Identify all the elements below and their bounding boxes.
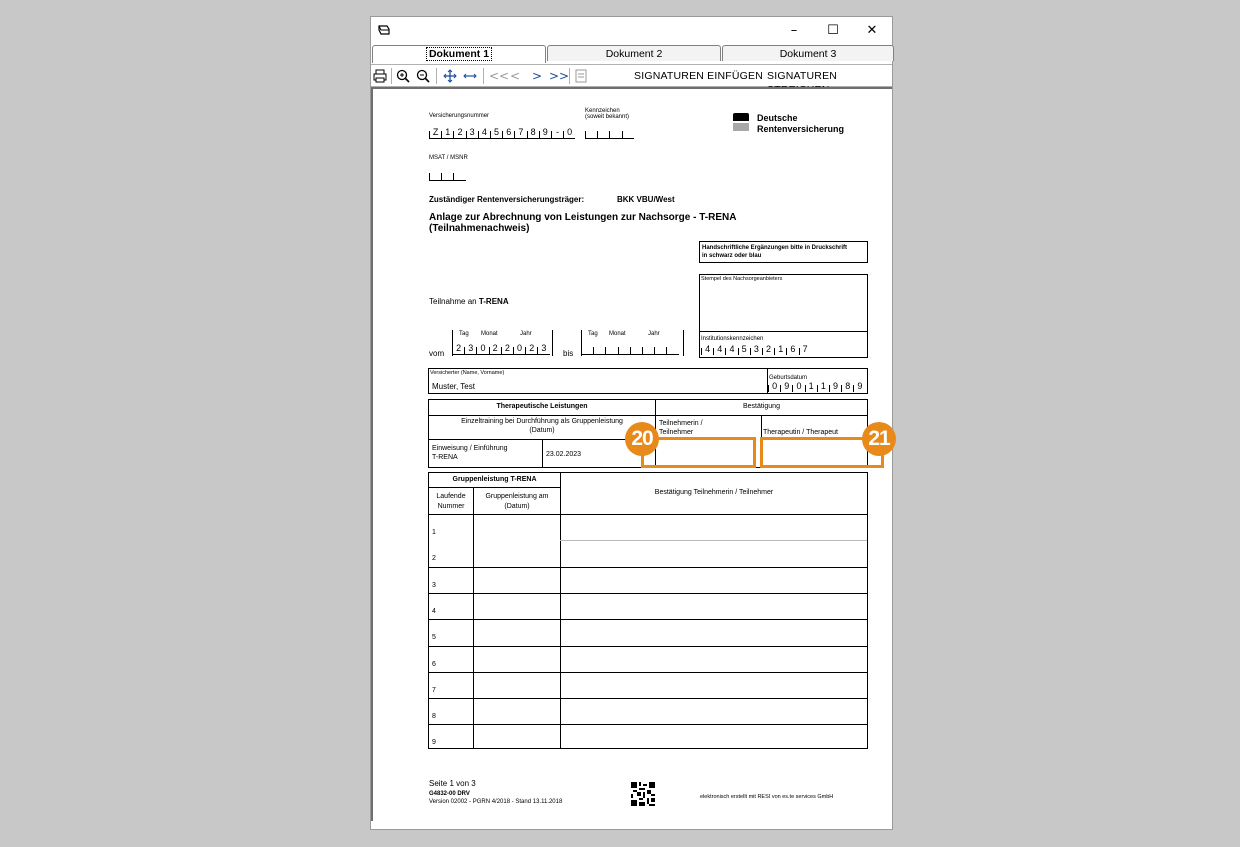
gruppen-header: Gruppenleistung T-RENA [452, 476, 537, 483]
bis-jahr-label: Jahr [648, 331, 660, 337]
combo-cell: 1 [441, 131, 453, 138]
stempel-divider [700, 331, 867, 332]
einweisung-date: 23.02.2023 [546, 451, 582, 458]
ik-field[interactable] [701, 343, 811, 355]
combo-cell: 0 [513, 347, 525, 354]
combo-cell: 3 [466, 131, 478, 138]
vom-bracket-right [552, 330, 553, 356]
combo-cell [618, 347, 630, 354]
kennzeichen-sub-text: (soweit bekannt) [585, 114, 630, 120]
ik-label: Institutionskennzeichen [701, 336, 764, 342]
combo-cell [630, 347, 642, 354]
row-divider [429, 593, 867, 594]
form-title-line1: Anlage zur Abrechnung von Leistungen zur Nachsorge - T-RENA [429, 212, 737, 223]
teilnahme-bold: T-RENA [478, 297, 509, 306]
drv-logo-gray [733, 123, 749, 131]
row-number: 3 [432, 581, 436, 589]
combo-cell [585, 131, 597, 138]
einzeltraining-label [429, 417, 655, 435]
row-number: 4 [432, 607, 436, 615]
title-bar [371, 17, 892, 45]
therap-header: Therapeutische Leistungen [496, 403, 588, 410]
row-number: 1 [432, 529, 436, 536]
document-tabs [371, 45, 892, 63]
einzeltraining-line2: (Datum) [529, 427, 555, 434]
versicherter-value: Muster, Test [432, 382, 475, 391]
combo-cell: Z [429, 131, 441, 138]
combo-cell: 0 [768, 385, 780, 392]
combo-cell: 4 [701, 348, 713, 355]
form-version: Version 02002 - PGRN 4/2018 - Stand 13.11.2018 [429, 799, 563, 805]
teilnahme-prefix: Teilnahme an [429, 297, 479, 306]
combo-cell [622, 131, 634, 138]
combo-cell: - [551, 131, 563, 138]
row-divider [429, 646, 867, 647]
combo-cell [609, 131, 621, 138]
versicherter-box[interactable] [428, 368, 868, 394]
teilnehmer-line2: Teilnehmer [659, 429, 694, 436]
combo-cell: 2 [452, 347, 464, 354]
combo-cell: 8 [527, 131, 539, 138]
form-title [429, 212, 736, 234]
combo-cell: 3 [537, 347, 549, 354]
bis-date-field[interactable] [581, 342, 679, 355]
stempel-box[interactable] [699, 274, 868, 358]
combo-cell [642, 347, 654, 354]
combo-cell: 0 [792, 385, 804, 392]
row-number: 2 [432, 555, 436, 563]
combo-cell: 7 [514, 131, 526, 138]
maximize-button[interactable]: ☐ [827, 23, 839, 38]
note-line2: in schwarz oder blau [702, 253, 762, 259]
kennzeichen-field[interactable] [585, 126, 634, 139]
combo-cell: 1 [774, 348, 786, 355]
combo-cell: 8 [841, 385, 853, 392]
minimize-button[interactable]: – [790, 23, 798, 38]
first-page-button[interactable]: << [489, 69, 510, 83]
logo-line1: Deutsche [757, 113, 798, 123]
zoom-out-icon[interactable] [416, 68, 431, 84]
bis-label: bis [563, 349, 574, 358]
app-icon [378, 24, 390, 36]
bis-bracket-right [683, 330, 684, 356]
combo-cell [453, 173, 465, 180]
gruppen-am-label [474, 492, 560, 512]
row-number: 9 [432, 739, 436, 747]
form-title-line2: (Teilnahmenachweis) [429, 223, 530, 234]
document-properties-icon[interactable] [575, 68, 587, 84]
stempel-label: Stempel des Nachsorgeanbieters [701, 276, 783, 282]
fit-width-icon[interactable] [463, 68, 477, 84]
gruppen-table [428, 472, 868, 749]
prev-page-button[interactable]: < [509, 69, 521, 83]
combo-cell: 4 [478, 131, 490, 138]
combo-cell [441, 173, 453, 180]
callout-21: 21 [862, 422, 896, 456]
row-divider [429, 724, 867, 725]
tab-dokument-2[interactable]: Dokument 2 [547, 45, 721, 61]
tab-label: Dokument 1 [426, 47, 492, 61]
qr-code-icon [631, 782, 655, 806]
combo-cell: 3 [464, 347, 476, 354]
laufende-line1: Laufende [436, 493, 466, 500]
geburtsdatum-label: Geburtsdatum [769, 375, 808, 381]
versicherungsnummer-field[interactable] [429, 126, 575, 139]
combo-cell: 5 [738, 348, 750, 355]
handwritten-note-box [699, 241, 868, 263]
msat-field[interactable] [429, 168, 466, 181]
vom-label: vom [429, 349, 445, 358]
remove-signatures-button[interactable]: SIGNATUREN [767, 70, 838, 82]
einweisung-line2: T-RENA [432, 454, 458, 461]
traeger-label: Zuständiger Rentenversicherungsträger: [429, 195, 585, 204]
bestaetigung-teilnehmer-label: Bestätigung Teilnehmerin / Teilnehmer [654, 489, 774, 496]
combo-cell: 2 [501, 347, 513, 354]
combo-cell: 1 [805, 385, 817, 392]
row-divider [429, 514, 867, 515]
einzeltraining-line1: Einzeltraining bei Durchführung als Gruppenleistung [461, 418, 623, 425]
versicherungsnummer-label: Versicherungsnummer [429, 113, 490, 119]
combo-cell: 6 [786, 348, 798, 355]
vom-date-field[interactable] [452, 342, 550, 355]
bestaetigung-header: Bestätigung [743, 403, 780, 410]
combo-cell: 2 [525, 347, 537, 354]
drv-logo-dark [733, 113, 749, 121]
combo-cell: 2 [762, 348, 774, 355]
combo-cell: 4 [725, 348, 737, 355]
kennzeichen-label [585, 108, 629, 120]
teilnehmer-line1: Teilnehmerin / [659, 420, 703, 427]
combo-cell: 5 [490, 131, 502, 138]
combo-cell [593, 347, 605, 354]
combo-cell [666, 347, 678, 354]
combo-cell: 7 [799, 348, 811, 355]
therapeut-label: Therapeutin / Therapeut [763, 429, 838, 436]
bis-tag-label: Tag [588, 331, 598, 337]
row-divider [429, 567, 867, 568]
msat-label: MSAT / MSNR [429, 155, 468, 161]
form-number: G4832-00 DRV [429, 791, 470, 797]
combo-cell: 6 [502, 131, 514, 138]
einweisung-line1: Einweisung / Einführung [432, 445, 508, 452]
vom-monat-label: Monat [481, 331, 498, 337]
combo-cell: 2 [489, 347, 501, 354]
geburtsdatum-field[interactable] [768, 380, 866, 392]
teilnehmer-label [659, 419, 703, 437]
versicherter-label: Versicherter (Name, Vorname) [430, 370, 505, 376]
bis-monat-label: Monat [609, 331, 626, 337]
combo-cell: 4 [713, 348, 725, 355]
combo-cell: 9 [539, 131, 551, 138]
combo-cell: 3 [750, 348, 762, 355]
last-page-button[interactable]: >> [549, 69, 570, 83]
drv-logo-text [757, 113, 844, 135]
combo-cell [654, 347, 666, 354]
combo-cell: 1 [817, 385, 829, 392]
gruppen-am-line2: (Datum) [504, 503, 530, 510]
traeger-value: BKK VBU/West [617, 195, 675, 204]
combo-cell: 0 [563, 131, 575, 138]
row-number: 6 [432, 660, 436, 668]
combo-cell [429, 173, 441, 180]
combo-cell [597, 131, 609, 138]
tab-dokument-1[interactable] [372, 45, 546, 63]
combo-cell: 9 [780, 385, 792, 392]
callout-20: 20 [625, 422, 659, 456]
vom-jahr-label: Jahr [520, 331, 532, 337]
gruppen-am-line1: Gruppenleistung am [485, 493, 549, 500]
insert-signatures-button[interactable]: SIGNATUREN EINFÜGEN [634, 70, 764, 82]
pan-icon[interactable] [443, 68, 457, 84]
combo-cell [581, 347, 593, 354]
teilnahme-label [429, 297, 509, 306]
row-divider [560, 540, 867, 541]
row-number: 8 [432, 713, 436, 721]
zoom-in-icon[interactable] [396, 68, 411, 84]
kennzeichen-label-text: Kennzeichen [585, 108, 620, 114]
combo-cell: 0 [476, 347, 488, 354]
row-divider [429, 619, 867, 620]
row-number: 7 [432, 686, 436, 694]
einweisung-label [432, 444, 508, 462]
logo-line2: Rentenversicherung [757, 124, 845, 134]
combo-cell: 2 [453, 131, 465, 138]
page-indicator: Seite 1 von 3 [429, 779, 476, 788]
next-page-button[interactable]: > [531, 69, 543, 83]
vom-tag-label: Tag [459, 331, 469, 337]
footer-credit: elektronisch erstellt mit RESI von es.te services GmbH [700, 794, 834, 800]
print-icon[interactable] [373, 68, 387, 84]
row-divider [429, 698, 867, 699]
note-line1: Handschriftliche Ergänzungen bitte in Druckschrift [702, 245, 848, 251]
laufende-line2: Nummer [437, 503, 465, 510]
tab-dokument-3[interactable]: Dokument 3 [722, 45, 894, 61]
handwritten-note [702, 244, 847, 260]
laufende-label [429, 492, 473, 512]
combo-cell [605, 347, 617, 354]
close-button[interactable]: ✕ [866, 23, 878, 38]
combo-cell: 9 [829, 385, 841, 392]
row-number: 5 [432, 634, 436, 642]
toolbar [371, 64, 892, 87]
row-divider [429, 672, 867, 673]
combo-cell: 9 [853, 385, 865, 392]
